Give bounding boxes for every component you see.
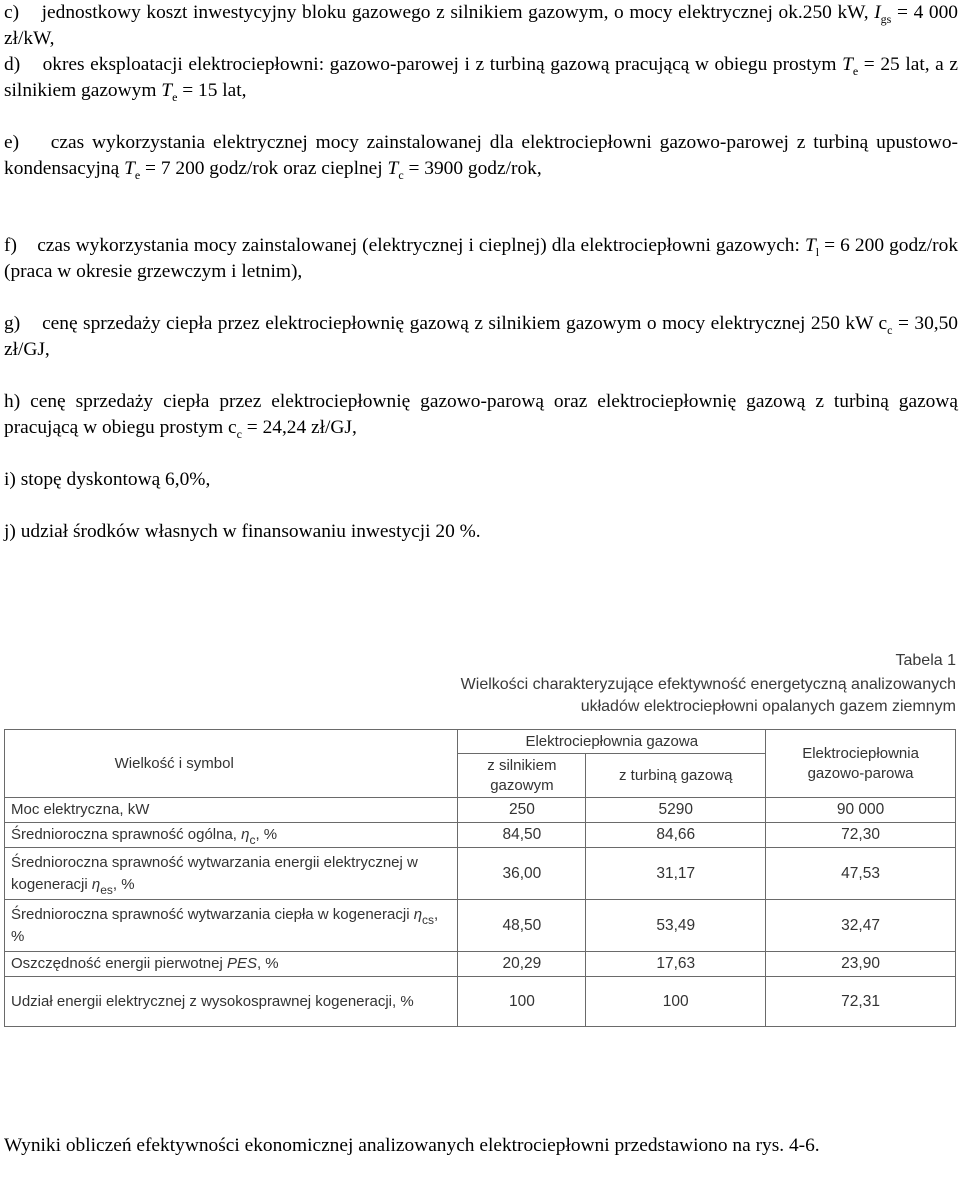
subscript: e xyxy=(134,168,141,182)
row-label-text: Średnioroczna sprawność ogólna, xyxy=(11,826,242,843)
row-subscript: cs xyxy=(422,912,435,927)
item-text: czas wykorzystania elektrycznej mocy zainstalowanej dla elektrociepłowni gazowo-parowej z turbiną upustowo-kondensacyjną xyxy=(4,132,958,179)
row-symbol: PES xyxy=(226,955,257,972)
table-cell: 100 xyxy=(458,977,586,1027)
header-group: Elektrociepłownia gazowa xyxy=(458,730,766,754)
subscript: e xyxy=(172,90,178,104)
row-label xyxy=(5,977,458,1027)
table-cell: 84,50 xyxy=(458,823,586,848)
table-row xyxy=(5,900,956,952)
item-d xyxy=(4,52,958,104)
subscript: l xyxy=(815,245,820,259)
row-label-text: Udział energii elektrycznej z wysokosprawnej kogeneracji, % xyxy=(11,992,414,1010)
row-label-text: Oszczędność energii pierwotnej xyxy=(11,955,227,972)
item-text: udział środków własnych w finansowaniu inwestycji 20 %. xyxy=(20,521,481,542)
item-f xyxy=(4,233,958,285)
row-label-text: Średnioroczna sprawność wytwarzania energii elektrycznej w kogeneracji xyxy=(11,853,418,893)
item-text: = 6 200 godz/rok (praca w okresie grzewczym i letnim), xyxy=(4,235,959,282)
item-h xyxy=(4,389,958,441)
table-number: Tabela 1 xyxy=(895,652,956,669)
item-marker: d) xyxy=(4,54,21,75)
item-marker: c) xyxy=(4,2,20,23)
item-marker: g) xyxy=(4,313,21,334)
table-row xyxy=(5,798,956,823)
footer-paragraph: Wyniki obliczeń efektywności ekonomicznej analizowanych elektrociepłowni przedstawiono na rys. 4-6. xyxy=(4,1135,820,1156)
subscript: gs xyxy=(880,12,892,26)
table-figure xyxy=(0,640,960,1040)
subscript: c xyxy=(398,168,404,182)
row-subscript: es xyxy=(100,882,113,897)
item-marker: i) xyxy=(4,469,16,490)
item-text: = 4 000 zł/kW, xyxy=(4,2,958,49)
table-cell: 72,30 xyxy=(766,823,956,848)
symbol: I xyxy=(874,2,881,23)
table-caption-line: układów elektrociepłowni opalanych gazem ziemnym xyxy=(580,698,956,715)
table-cell: 20,29 xyxy=(458,952,586,977)
row-label-text: Średnioroczna sprawność wytwarzania ciepła w kogeneracji xyxy=(11,905,414,923)
item-j xyxy=(4,519,958,545)
table-cell: 72,31 xyxy=(766,977,956,1027)
item-e xyxy=(4,130,958,182)
subscript: c xyxy=(887,323,893,337)
symbol: T xyxy=(804,235,816,256)
table-cell: 250 xyxy=(458,798,586,823)
item-text: czas wykorzystania mocy zainstalowanej (elektrycznej i cieplnej) dla elektrociepłowni gazowych: xyxy=(37,235,805,256)
table-cell: 31,17 xyxy=(586,848,766,900)
row-label xyxy=(5,900,458,952)
item-text: jednostkowy koszt inwestycyjny bloku gazowego z silnikiem gazowym, o mocy elektrycznej ok.250 kW, xyxy=(41,2,875,23)
subscript: c xyxy=(236,427,242,441)
row-symbol: η xyxy=(91,875,101,893)
row-label xyxy=(5,952,458,977)
row-subscript: c xyxy=(249,833,256,847)
table-cell: 90 000 xyxy=(766,798,956,823)
table-cell: 36,00 xyxy=(458,848,586,900)
table-cell: 5290 xyxy=(586,798,766,823)
item-marker: j) xyxy=(4,521,16,542)
symbol: T xyxy=(387,158,399,179)
item-i xyxy=(4,467,958,493)
item-c xyxy=(4,0,958,52)
item-text: = 25 lat, a z silnikiem gazowym xyxy=(4,54,958,101)
item-text: = 7 200 godz/rok oraz cieplnej xyxy=(140,158,388,179)
table-row xyxy=(5,823,956,848)
table-cell: 32,47 xyxy=(766,900,956,952)
header-col2: z turbiną gazową xyxy=(586,754,766,798)
subscript: e xyxy=(852,64,859,78)
item-text: = 24,24 zł/GJ, xyxy=(241,417,357,438)
item-marker: f) xyxy=(4,235,17,256)
item-text: stopę dyskontową 6,0%, xyxy=(20,469,211,490)
row-label-text: Moc elektryczna, kW xyxy=(11,801,150,818)
item-marker: h) xyxy=(4,391,21,412)
symbol: T xyxy=(842,54,853,75)
header-col1: z silnikiem gazowym xyxy=(458,754,586,798)
row-unit: , % xyxy=(11,905,439,945)
data-table xyxy=(4,729,956,1027)
table-cell: 17,63 xyxy=(586,952,766,977)
item-text: = 3900 godz/rok, xyxy=(403,158,542,179)
table-cell: 47,53 xyxy=(766,848,956,900)
symbol: T xyxy=(161,80,173,101)
header-quantity: Wielkość i symbol xyxy=(5,730,458,798)
row-label xyxy=(5,848,458,900)
table-cell: 23,90 xyxy=(766,952,956,977)
table-row xyxy=(5,977,956,1027)
header-col3: Elektrociepłownia gazowo-parowa xyxy=(766,730,956,798)
item-text: cenę sprzedaży ciepła przez elektrociepłownię gazową z silnikiem gazowym o mocy elektrycznej 250 kW c xyxy=(42,313,888,334)
table-row xyxy=(5,848,956,900)
row-symbol: η xyxy=(413,905,423,923)
row-unit: , % xyxy=(255,826,278,843)
row-label xyxy=(5,798,458,823)
item-text: cenę sprzedaży ciepła przez elektrociepłownię gazowo-parową oraz elektrociepłownię gazową z turbiną gazową pracującą w obiegu prostym c xyxy=(4,391,958,438)
table-caption xyxy=(396,674,956,718)
table-cell: 48,50 xyxy=(458,900,586,952)
row-label xyxy=(5,823,458,848)
table-cell: 100 xyxy=(586,977,766,1027)
row-symbol: η xyxy=(241,826,250,843)
table-row xyxy=(5,952,956,977)
item-marker: e) xyxy=(4,132,20,153)
item-text: = 15 lat, xyxy=(177,80,247,101)
row-unit: , % xyxy=(112,875,135,893)
table-caption-line: Wielkości charakteryzujące efektywność energetyczną analizowanych xyxy=(460,676,956,693)
row-unit: , % xyxy=(256,955,279,972)
item-text: okres eksploatacji elektrociepłowni: gazowo-parowej i z turbiną gazową pracującą w obiegu prostym xyxy=(42,54,843,75)
item-g xyxy=(4,311,958,363)
symbol: T xyxy=(124,158,135,179)
table-cell: 53,49 xyxy=(586,900,766,952)
table-cell: 84,66 xyxy=(586,823,766,848)
item-text: = 30,50 zł/GJ, xyxy=(4,313,959,360)
